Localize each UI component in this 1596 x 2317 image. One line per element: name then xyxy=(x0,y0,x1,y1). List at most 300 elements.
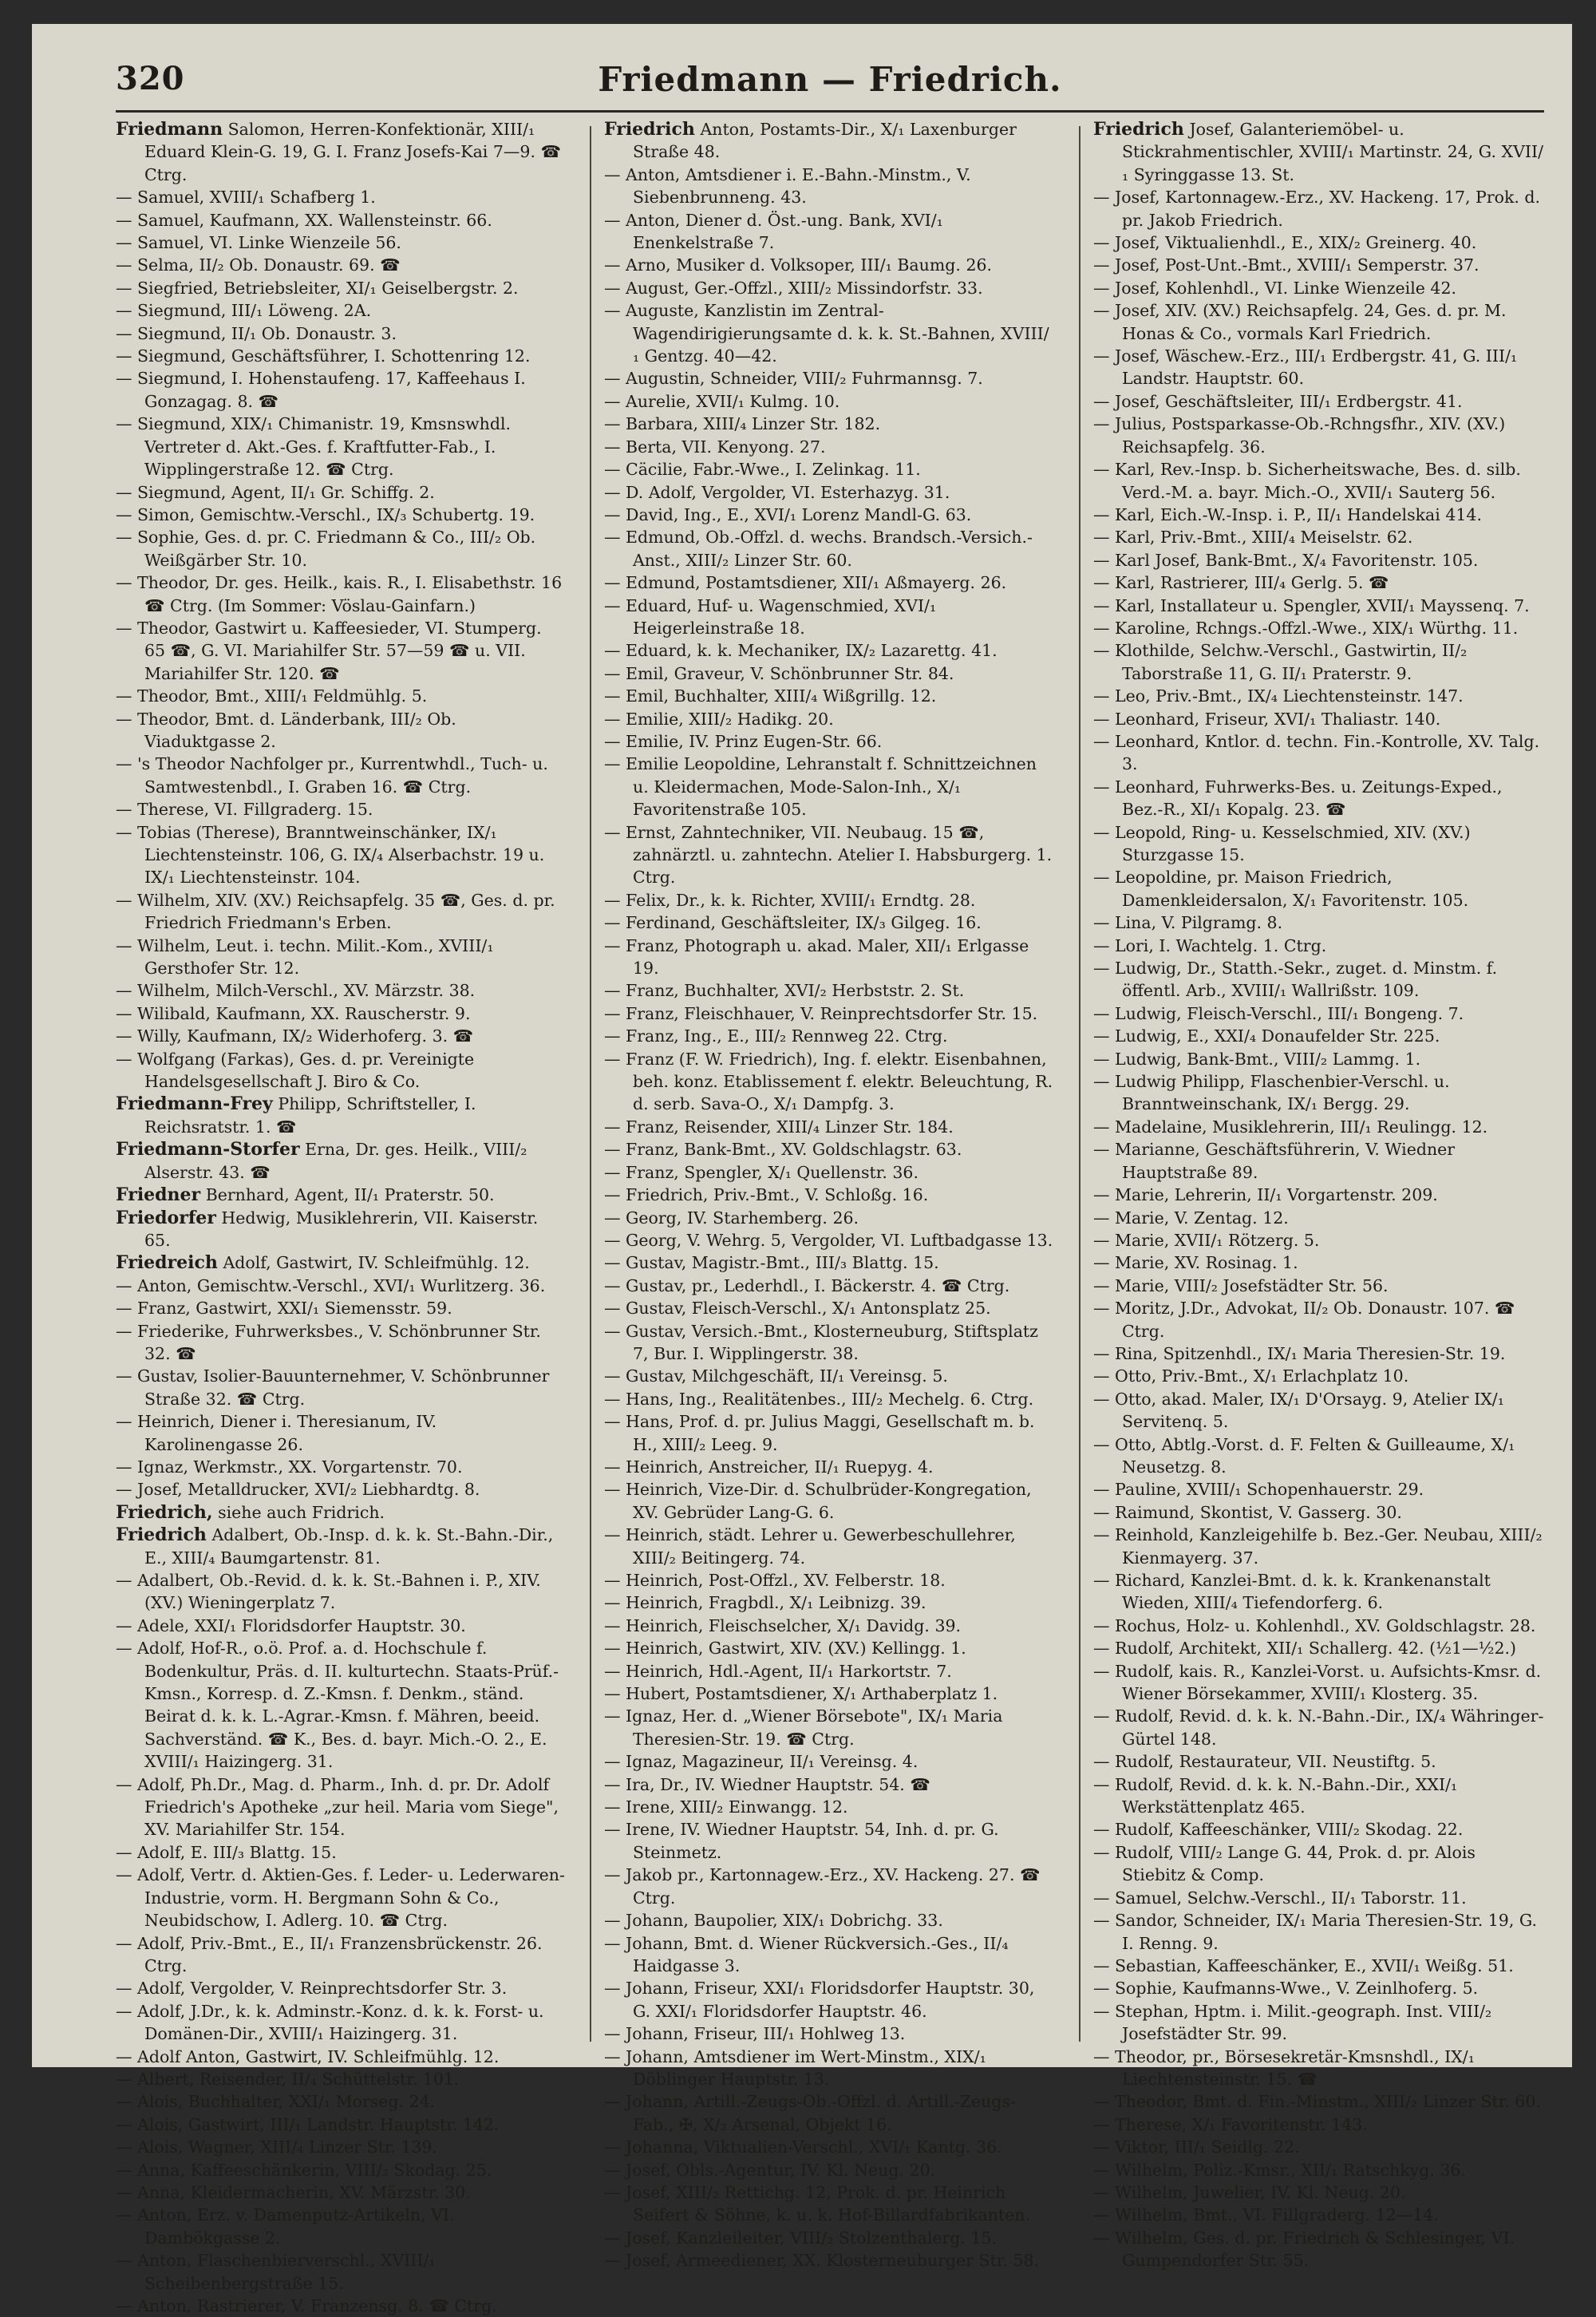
entry-text: — Sebastian, Kaffeeschänker, E., XVII/₁ Weißg. 51. xyxy=(1093,1955,1514,1975)
entry-text: — Rudolf, Revid. d. k. k. N.-Bahn.-Dir., XXI/₁ Werkstättenplatz 465. xyxy=(1093,1774,1458,1817)
directory-entry xyxy=(116,1297,567,1319)
directory-entry xyxy=(604,1410,1055,1456)
entry-text: — Josef, Post-Unt.-Bmt., XVIII/₁ Semperstr. 37. xyxy=(1093,255,1479,275)
entry-text: — Georg, V. Wehrg. 5, Vergolder, VI. Luftbadgasse 13. xyxy=(604,1230,1053,1250)
directory-entry xyxy=(1093,1818,1544,1841)
entry-text: — Adolf, Vergolder, V. Reinprechtsdorfer Str. 3. xyxy=(116,1979,508,1999)
directory-entry xyxy=(604,1138,1055,1160)
entry-text: — Heinrich, Gastwirt, XIV. (XV.) Kellingg. 1. xyxy=(604,1639,966,1659)
directory-entry xyxy=(604,209,1055,255)
entry-text: — Heinrich, Fragbdl., X/₁ Leibnizg. 39. xyxy=(604,1593,926,1613)
entry-text: — Alois, Gastwirt, III/₁ Landstr. Hauptstr. 142. xyxy=(116,2114,500,2134)
entry-text: — Adolf, J.Dr., k. k. Adminstr.-Konz. d. k. k. Forst- u. Domänen-Dir., XVIII/₁ Haizingerg. 31. xyxy=(116,2001,544,2044)
directory-entry xyxy=(604,2227,1055,2249)
entry-text: Adolf, Gastwirt, IV. Schleifmühlg. 12. xyxy=(223,1253,530,1273)
directory-entry xyxy=(1093,1138,1544,1184)
directory-entry xyxy=(604,2159,1055,2181)
entry-text: — Adolf Anton, Gastwirt, IV. Schleifmühlg. 12. xyxy=(116,2046,500,2066)
directory-entry xyxy=(116,277,567,299)
directory-entry xyxy=(116,1524,567,1569)
directory-entry xyxy=(604,1478,1055,1524)
directory-entry xyxy=(1093,1478,1544,1501)
entry-text: — Wolfgang (Farkas), Ges. d. pr. Vereinigte Handelsgesellschaft J. Biro & Co. xyxy=(116,1049,475,1092)
directory-entry xyxy=(116,1773,567,1841)
entry-text: — Rudolf, VIII/₂ Lange G. 44, Prok. d. pr. Alois Stiebitz & Comp. xyxy=(1093,1842,1476,1885)
entry-text: — Ludwig, E., XXI/₄ Donaufelder Str. 225. xyxy=(1093,1026,1440,1046)
entry-text: — Johann, Friseur, XXI/₁ Floridsdorfer Hauptstr. 30, G. XXI/₁ Floridsdorfer Hauptstr. 46. xyxy=(604,1979,1035,2021)
entry-text: — Siegmund, Agent, II/₁ Gr. Schiffg. 2. xyxy=(116,482,435,502)
entry-text: — Johann, Bmt. d. Wiener Rückversich.-Ges., II/₄ Haidgasse 3. xyxy=(604,1933,1009,1975)
entry-text: — Jakob pr., Kartonnagew.-Erz., XV. Hackeng. 27. ☎ Ctrg. xyxy=(604,1865,1041,1908)
entry-text: — Leonhard, Kntlor. d. techn. Fin.-Kontrolle, XV. Talg. 3. xyxy=(1093,731,1540,774)
entry-text: — Moritz, J.Dr., Advokat, II/₂ Ob. Donaustr. 107. ☎ Ctrg. xyxy=(1093,1299,1515,1341)
entry-text: — Theodor, pr., Börsesekretär-Kmsnshdl., IX/₁ Liechtensteinstr. 15. ☎ xyxy=(1093,2046,1475,2089)
directory-entry xyxy=(604,1048,1055,1116)
directory-entry xyxy=(116,2046,567,2068)
entry-text: — Josef, Armeediener, XX. Klosterneuburger Str. 58. xyxy=(604,2251,1039,2271)
entry-text: — Franz, Ing., E., III/₂ Rennweg 22. Ctrg. xyxy=(604,1026,948,1046)
entry-text: — Siegmund, XIX/₁ Chimanistr. 19, Kmsnswhdl. Vertreter d. Akt.-Ges. f. Kraftfutter-Fab., I. Wipplingerstraße 12. ☎ Ctrg. xyxy=(116,414,512,480)
entry-text: — Josef, XIII/₂ Rettichg. 12, Prok. d. pr. Heinrich Seifert & Söhne, k. u. k. Hof-Billardfabrikanten. xyxy=(604,2182,1030,2225)
entry-text: — Otto, Abtlg.-Vorst. d. F. Felten & Guilleaume, X/₁ Neusetzg. 8. xyxy=(1093,1434,1515,1477)
entry-text: Adalbert, Ob.-Insp. d. k. k. St.-Bahn.-Dir., E., XIII/₄ Baumgartenstr. 81. xyxy=(144,1525,554,1568)
directory-entry xyxy=(604,662,1055,685)
entry-text: — Samuel, Selchw.-Verschl., II/₁ Taborstr. 11. xyxy=(1093,1888,1467,1908)
directory-entry xyxy=(1093,2159,1544,2181)
entry-text: — Heinrich, Post-Offzl., XV. Felberstr. 18. xyxy=(604,1571,946,1590)
directory-entry xyxy=(116,617,567,685)
entry-text: — Tobias (Therese), Branntweinschänker, IX/₁ Liechtensteinstr. 106, G. IX/₄ Alserbachstr. 19 u. IX/₁ Liechtensteinstr. 104. xyxy=(116,822,545,888)
directory-entry xyxy=(1093,231,1544,254)
directory-entry xyxy=(116,1841,567,1864)
entry-text: — Johann, Baupolier, XIX/₁ Dobrichg. 33. xyxy=(604,1911,943,1931)
entry-text: — Rudolf, kais. R., Kanzlei-Vorst. u. Aufsichts-Kmsr. d. Wiener Börsekammer, XVIII/₁ Klosterg. 35. xyxy=(1093,1661,1542,1704)
entry-text: — Lina, V. Pilgramg. 8. xyxy=(1093,913,1283,933)
entry-surname: Friedrich xyxy=(604,119,695,140)
entry-text: — Karl, Eich.-W.-Insp. i. P., II/₁ Handelskai 414. xyxy=(1093,504,1482,524)
entry-text: — Josef, Obls.-Agentur, IV. Kl. Neug. 20. xyxy=(604,2160,936,2180)
entry-text: — Felix, Dr., k. k. Richter, XVIII/₁ Erndtg. 28. xyxy=(604,890,976,910)
directory-entry xyxy=(604,2022,1055,2045)
entry-text: — Heinrich, Hdl.-Agent, II/₁ Harkortstr. 7. xyxy=(604,1661,952,1681)
directory-entry xyxy=(604,1161,1055,1184)
entry-surname: Friedmann-Frey xyxy=(116,1093,273,1115)
directory-page xyxy=(32,24,1572,2315)
directory-entry xyxy=(604,821,1055,889)
entry-text: — Ludwig, Bank-Bmt., VIII/₂ Lammg. 1. xyxy=(1093,1049,1421,1069)
entry-text: — Emilie Leopoldine, Lehranstalt f. Schnittzeichnen u. Kleidermachen, Mode-Salon-Inh., X/₁ Favoritenstraße 105. xyxy=(604,754,1037,820)
entry-text: — Theodor, Dr. ges. Heilk., kais. R., I. Elisabethstr. 16 ☎ Ctrg. (Im Sommer: Vöslau-Gainfarn.) xyxy=(116,573,563,615)
entry-text: — Hans, Prof. d. pr. Julius Maggi, Gesellschaft m. b. H., XIII/₂ Leeg. 9. xyxy=(604,1412,1035,1454)
directory-entry xyxy=(604,1932,1055,1978)
directory-entry xyxy=(116,481,567,504)
directory-entry xyxy=(604,1251,1055,1274)
entry-surname: Friedreich xyxy=(116,1252,218,1274)
directory-entry xyxy=(1093,504,1544,526)
entry-text: — Karl, Priv.-Bmt., XIII/₄ Meiselstr. 62. xyxy=(1093,528,1413,548)
directory-entry xyxy=(1093,1025,1544,1047)
directory-entry xyxy=(1093,1070,1544,1116)
entry-text: Philipp, Schriftsteller, I. Reichsratstr. 1. ☎ xyxy=(144,1094,476,1137)
directory-entry xyxy=(1093,458,1544,504)
header-rule xyxy=(116,110,1544,113)
entry-text: — Karl, Rev.-Insp. b. Sicherheitswache, Bes. d. silb. Verd.-M. a. bayr. Mich.-O., XVII/₁ Sauterg 56. xyxy=(1093,460,1521,502)
entry-text: — Rudolf, Revid. d. k. k. N.-Bahn.-Dir., IX/₄ Währinger-Gürtel 148. xyxy=(1093,1706,1544,1749)
directory-entry xyxy=(604,979,1055,1002)
directory-entry xyxy=(1093,186,1544,231)
entry-text: — Samuel, Kaufmann, XX. Wallensteinstr. 66. xyxy=(116,210,492,230)
directory-entry xyxy=(604,413,1055,435)
entry-text: — Adolf, Ph.Dr., Mag. d. Pharm., Inh. d. pr. Dr. Adolf Friedrich's Apotheke „zur heil. Maria vom Siege", XV. Mariahilfer Str. 154. xyxy=(116,1774,559,1840)
directory-entry xyxy=(1093,957,1544,1002)
entry-text: — Rochus, Holz- u. Kohlenhdl., XV. Goldschlagstr. 28. xyxy=(1093,1615,1536,1635)
directory-entry xyxy=(1093,1501,1544,1524)
directory-entry xyxy=(116,1365,567,1410)
directory-entry xyxy=(116,1478,567,1501)
directory-entry xyxy=(1093,1841,1544,1887)
directory-entry xyxy=(604,1705,1055,1750)
directory-entry xyxy=(116,1025,567,1047)
entry-text: Anton, Postamts-Dir., X/₁ Laxenburger Straße 48. xyxy=(633,120,1017,162)
entry-text: — Wilhelm, Juwelier, IV. Kl. Neug. 20. xyxy=(1093,2182,1406,2202)
directory-entry xyxy=(604,1229,1055,1251)
directory-entry xyxy=(1093,2000,1544,2046)
entry-text: — Siegmund, III/₁ Löweng. 2A. xyxy=(116,301,372,321)
entry-text: — Anna, Kleidermacherin, XV. Märzstr. 30. xyxy=(116,2182,471,2202)
entry-text: — August, Ger.-Offzl., XIII/₂ Missindorfstr. 33. xyxy=(604,278,983,298)
entry-text: — Julius, Postsparkasse-Ob.-Rchngsfhr., XIV. (XV.) Reichsapfelg. 36. xyxy=(1093,414,1506,457)
directory-entry xyxy=(604,1025,1055,1047)
entry-text: — Heinrich, städt. Lehrer u. Gewerbeschullehrer, XIII/₂ Beitingerg. 74. xyxy=(604,1525,1016,1568)
directory-entry xyxy=(604,1569,1055,1591)
directory-entry xyxy=(1093,1615,1544,1637)
entry-surname: Friedorfer xyxy=(116,1207,216,1228)
entry-text: — Ignaz, Magazineur, II/₁ Vereinsg. 4. xyxy=(604,1752,918,1772)
directory-entry xyxy=(116,413,567,480)
entry-text: — Siegmund, I. Hohenstaufeng. 17, Kaffeehaus I. Gonzagag. 8. ☎ xyxy=(116,369,526,411)
entry-text: Bernhard, Agent, II/₁ Praterstr. 50. xyxy=(205,1185,495,1205)
directory-entry xyxy=(116,2000,567,2046)
entry-text: Hedwig, Musiklehrerin, VII. Kaiserstr. 65. xyxy=(144,1208,539,1250)
entry-text: — Willy, Kaufmann, IX/₂ Widerhoferg. 3. ☎ xyxy=(116,1026,474,1046)
entry-text: — Gustav, Magistr.-Bmt., III/₃ Blattg. 15. xyxy=(604,1253,939,1273)
directory-entry xyxy=(116,504,567,526)
entry-text: — Rudolf, Architekt, XII/₁ Schallerg. 42. (½1—½2.) xyxy=(1093,1639,1517,1659)
entry-text: — Siegfried, Betriebsleiter, XI/₁ Geiselbergstr. 2. xyxy=(116,278,519,298)
entry-text: — Aurelie, XVII/₁ Kulmg. 10. xyxy=(604,391,840,411)
entry-text: — Augustin, Schneider, VIII/₂ Fuhrmannsg. 7. xyxy=(604,369,983,389)
directory-entry xyxy=(604,639,1055,662)
directory-entry xyxy=(1093,776,1544,821)
directory-entry xyxy=(116,1977,567,1999)
column-2 xyxy=(604,118,1055,2271)
entry-text: — Anton, Gemischtw.-Verschl., XVI/₁ Wurlitzerg. 36. xyxy=(116,1275,546,1295)
entry-text: Erna, Dr. ges. Heilk., VIII/₂ Alserstr. 43. ☎ xyxy=(144,1140,527,1182)
directory-entry xyxy=(1093,2046,1544,2091)
directory-entry xyxy=(1093,571,1544,594)
directory-entry xyxy=(604,685,1055,707)
entry-text: — 's Theodor Nachfolger pr., Kurrentwhdl., Tuch- u. Samtwestenbdl., I. Graben 16. ☎ Ctrg. xyxy=(116,754,548,797)
entry-text: — Franz, Spengler, X/₁ Quellenstr. 36. xyxy=(604,1162,918,1182)
entry-text: — Berta, VII. Kenyong. 27. xyxy=(604,437,826,457)
directory-entry xyxy=(1093,935,1544,957)
directory-entry xyxy=(604,299,1055,367)
entry-text: — Karl Josef, Bank-Bmt., X/₄ Favoritenstr. 105. xyxy=(1093,550,1479,570)
directory-entry xyxy=(116,2295,567,2317)
entry-text: — Heinrich, Anstreicher, II/₁ Ruepyg. 4. xyxy=(604,1457,934,1477)
entry-text: — Josef, Wäschew.-Erz., III/₁ Erdbergstr. 41, G. III/₁ Landstr. Hauptstr. 60. xyxy=(1093,346,1518,389)
directory-entry xyxy=(604,436,1055,458)
directory-entry xyxy=(604,911,1055,934)
entry-text: — Heinrich, Vize-Dir. d. Schulbrüder-Kongregation, XV. Gebrüder Lang-G. 6. xyxy=(604,1480,1032,1522)
directory-entry xyxy=(604,1750,1055,1773)
directory-entry xyxy=(1093,1569,1544,1615)
directory-entry xyxy=(604,526,1055,571)
entry-text: — Ira, Dr., IV. Wiedner Hauptstr. 54. ☎ xyxy=(604,1774,930,1794)
entry-text: — Hubert, Postamtsdiener, X/₁ Arthaberplatz 1. xyxy=(604,1684,998,1704)
directory-entry xyxy=(1093,1773,1544,1819)
entry-text: — Franz, Buchhalter, XVI/₂ Herbststr. 2. St. xyxy=(604,981,965,1001)
entry-text: — Adolf, Hof-R., o.ö. Prof. a. d. Hochschule f. Bodenkultur, Präs. d. II. kulturtechn. Staats-Prüf.-Kmsn., Korresp. d. Z.-Kmsn. f. Denkm., ständ. Beirat d. k. k. L.-Agrar.-Kmsn. f. Mähren, beeid. Sachverständ. ☎ K., Bes. d. bayr. Mich.-O. 2., E. XVIII/₁ Haizingerg. 31. xyxy=(116,1639,559,1772)
entry-text: — Eduard, k. k. Mechaniker, IX/₂ Lazarettg. 41. xyxy=(604,641,998,661)
entry-text: — Siegmund, II/₁ Ob. Donaustr. 3. xyxy=(116,323,397,343)
entry-text: Josef, Galanteriemöbel- u. Stickrahmentischler, XVIII/₁ Martinstr. 24, G. XVII/₁ Syringgasse 13. St. xyxy=(1122,120,1543,184)
entry-surname: Friedrich xyxy=(116,1524,207,1546)
entry-text: — Josef, Kanzleileiter, VIII/₂ Stolzenthalerg. 15. xyxy=(604,2228,998,2248)
entry-text: — Ernst, Zahntechniker, VII. Neubaug. 15 ☎, zahnärztl. u. zahntechn. Atelier I. Habsburgerg. 1. Ctrg. xyxy=(604,822,1053,888)
entry-text: — Stephan, Hptm. i. Milit.-geograph. Inst. VIII/₂ Josefstädter Str. 99. xyxy=(1093,2001,1492,2044)
entry-text: — Franz, Bank-Bmt., XV. Goldschlagstr. 63. xyxy=(604,1140,962,1160)
entry-text: — Josef, Geschäftsleiter, III/₁ Erdbergstr. 41. xyxy=(1093,391,1463,411)
directory-entry xyxy=(604,481,1055,504)
directory-entry xyxy=(604,277,1055,299)
entry-text: — Leo, Priv.-Bmt., IX/₄ Liechtensteinstr. 147. xyxy=(1093,686,1464,706)
entry-text: — Wilhelm, Poliz.-Kmsr., XII/₁ Ratschkyg. 36. xyxy=(1093,2160,1466,2180)
directory-entry xyxy=(604,708,1055,730)
directory-entry xyxy=(1093,390,1544,413)
entry-text: — Ludwig Philipp, Flaschenbier-Verschl. u. Branntweinschank, IX/₁ Bergg. 29. xyxy=(1093,1072,1450,1114)
directory-entry xyxy=(1093,254,1544,276)
entry-text: — Irene, XIII/₂ Einwangg. 12. xyxy=(604,1797,848,1817)
directory-entry xyxy=(116,685,567,707)
directory-entry xyxy=(116,889,567,935)
directory-entry xyxy=(604,254,1055,276)
entry-text: — Emil, Graveur, V. Schönbrunner Str. 84. xyxy=(604,663,954,683)
directory-entry xyxy=(1093,2204,1544,2226)
directory-entry xyxy=(1093,299,1544,345)
directory-entry xyxy=(604,1682,1055,1705)
entry-text: — Anton, Rastrierer, V. Franzensg. 8. ☎ Ctrg. xyxy=(116,2296,497,2315)
entry-text: — Ferdinand, Geschäftsleiter, IX/₃ Gilgeg. 16. xyxy=(604,913,982,933)
directory-entry xyxy=(1093,2113,1544,2136)
directory-entry xyxy=(604,1116,1055,1138)
directory-entry xyxy=(1093,730,1544,776)
entry-text: — Gustav, Isolier-Bauunternehmer, V. Schönbrunner Straße 32. ☎ Ctrg. xyxy=(116,1366,550,1409)
entry-text: — Emilie, IV. Prinz Eugen-Str. 66. xyxy=(604,731,883,751)
entry-text: — Rudolf, Kaffeeschänker, VIII/₂ Skodag. 22. xyxy=(1093,1820,1464,1840)
directory-entry xyxy=(1093,708,1544,730)
entry-text: — Auguste, Kanzlistin im Zentral-Wagendirigierungsamte d. k. k. St.-Bahnen, XVIII/₁ Gentzg. 40—42. xyxy=(604,301,1049,366)
directory-entry xyxy=(116,1501,567,1524)
directory-entry xyxy=(116,209,567,231)
entry-text: — Anton, Amtsdiener i. E.-Bahn.-Minstm., V. Siebenbrunneng. 43. xyxy=(604,164,971,208)
entry-surname: Friedmann xyxy=(116,119,223,140)
page-number: 320 xyxy=(116,60,185,97)
directory-entry xyxy=(116,1569,567,1615)
directory-entry xyxy=(604,1909,1055,1931)
entry-text: — Selma, II/₂ Ob. Donaustr. 69. ☎ xyxy=(116,255,401,275)
entry-text: — Theodor, Bmt. d. Länderbank, III/₂ Ob. Viaduktgasse 2. xyxy=(116,709,456,751)
entry-text: — Therese, VI. Fillgraderg. 15. xyxy=(116,800,373,820)
entry-text: — Raimund, Skontist, V. Gasserg. 30. xyxy=(1093,1502,1402,1522)
entry-text: — Leopold, Ring- u. Kesselschmied, XIV. (XV.) Sturzgasse 15. xyxy=(1093,822,1471,864)
entry-text: — Edmund, Ob.-Offzl. d. wechs. Brandsch.-Versich.-Anst., XIII/₂ Linzer Str. 60. xyxy=(604,528,1033,570)
entry-text: — Otto, Priv.-Bmt., X/₁ Erlachplatz 10. xyxy=(1093,1366,1409,1386)
directory-entry xyxy=(604,367,1055,389)
directory-entry xyxy=(604,2090,1055,2136)
directory-entry xyxy=(116,2113,567,2136)
directory-entry xyxy=(1093,866,1544,911)
entry-text: — Adolf, E. III/₃ Blattg. 15. xyxy=(116,1842,337,1862)
entry-text: — Lori, I. Wachtelg. 1. Ctrg. xyxy=(1093,935,1327,955)
directory-entry xyxy=(604,2249,1055,2272)
directory-entry xyxy=(1093,595,1544,617)
directory-entry xyxy=(1093,1637,1544,1659)
entry-text: — Adele, XXI/₁ Floridsdorfer Hauptstr. 30. xyxy=(116,1615,466,1635)
directory-entry xyxy=(1093,1297,1544,1342)
entry-text: — Leopoldine, pr. Maison Friedrich, Damenkleidersalon, X/₁ Favoritenstr. 105. xyxy=(1093,868,1469,910)
entry-text: Salomon, Herren-Konfektionär, XIII/₁ Eduard Klein-G. 19, G. I. Franz Josefs-Kai 7—9. ☎ Ctrg. xyxy=(144,120,562,184)
entry-text: — Wilhelm, XIV. (XV.) Reichsapfelg. 35 ☎, Ges. d. pr. Friedrich Friedmann's Erben. xyxy=(116,890,555,933)
directory-entry xyxy=(116,708,567,753)
directory-entry xyxy=(1093,2227,1544,2272)
entry-text: — Franz, Photograph u. akad. Maler, XII/₁ Erlgasse 19. xyxy=(604,935,1029,979)
entry-text: — Viktor, III/₁ Seidlg. 22. xyxy=(1093,2137,1300,2157)
directory-entry xyxy=(604,1388,1055,1410)
entry-text: — Wilibald, Kaufmann, XX. Rauscherstr. 9. xyxy=(116,1003,471,1023)
directory-entry xyxy=(604,571,1055,594)
entry-text: — Theodor, Bmt., XIII/₁ Feldmühlg. 5. xyxy=(116,686,428,706)
entry-text: — Franz, Fleischhauer, V. Reinprechtsdorfer Str. 15. xyxy=(604,1003,1038,1023)
entry-text: — Madelaine, Musiklehrerin, III/₁ Reulingg. 12. xyxy=(1093,1117,1488,1137)
entry-text: — Josef, Metalldrucker, XVI/₂ Liebhardtg. 8. xyxy=(116,1480,480,1500)
directory-entry xyxy=(116,345,567,367)
directory-entry xyxy=(116,2159,567,2181)
directory-entry xyxy=(116,2204,567,2249)
column-1 xyxy=(116,118,567,2315)
directory-entry xyxy=(604,2136,1055,2158)
directory-entry xyxy=(604,164,1055,209)
entry-text: — Wilhelm, Leut. i. techn. Milit.-Kom., XVIII/₁ Gersthofer Str. 12. xyxy=(116,935,494,979)
entry-surname: Friedrich, xyxy=(116,1501,213,1523)
directory-entry xyxy=(116,299,567,322)
directory-entry xyxy=(604,730,1055,753)
directory-entry xyxy=(1093,1750,1544,1773)
directory-entry xyxy=(116,1615,567,1637)
directory-entry xyxy=(604,1660,1055,1682)
entry-text: — Marie, V. Zentag. 12. xyxy=(1093,1208,1289,1228)
entry-text: — Georg, IV. Starhemberg. 26. xyxy=(604,1208,859,1228)
entry-text: — Klothilde, Selchw.-Verschl., Gastwirtin, II/₂ Taborstraße 11, G. II/₁ Praterstr. 9. xyxy=(1093,641,1468,683)
directory-entry xyxy=(1093,1388,1544,1433)
directory-entry xyxy=(604,458,1055,480)
entry-text: — Marie, XVII/₁ Rötzerg. 5. xyxy=(1093,1230,1320,1250)
directory-entry xyxy=(1093,1207,1544,1229)
directory-entry xyxy=(1093,685,1544,707)
entry-text: — Wilhelm, Ges. d. pr. Friedrich & Schlesinger, VI. Gumpendorfer Str. 55. xyxy=(1093,2228,1515,2271)
entry-text: — Anton, Diener d. Öst.-ung. Bank, XVI/₁ Enenkelstraße 7. xyxy=(604,210,943,253)
entry-text: — Simon, Gemischtw.-Verschl., IX/₃ Schubertg. 19. xyxy=(116,504,535,524)
entry-text: — Wilhelm, Bmt., VI. Fillgraderg. 12—14. xyxy=(1093,2205,1439,2225)
directory-entry xyxy=(1093,1524,1544,1569)
entry-text: — Emil, Buchhalter, XIII/₄ Wißgrillg. 12. xyxy=(604,686,937,706)
directory-entry xyxy=(604,1297,1055,1319)
entry-text: — Irene, IV. Wiedner Hauptstr. 54, Inh. d. pr. G. Steinmetz. xyxy=(604,1820,999,1862)
directory-entry xyxy=(1093,1342,1544,1365)
entry-text: — Eduard, Huf- u. Wagenschmied, XVI/₁ Heigerleinstraße 18. xyxy=(604,595,937,638)
entry-text: — Alois, Buchhalter, XXI/₁ Morseg. 24. xyxy=(116,2092,436,2112)
entry-text: — Gustav, pr., Lederhdl., I. Bäckerstr. 4. ☎ Ctrg. xyxy=(604,1275,1010,1295)
entry-text: — Sandor, Schneider, IX/₁ Maria Theresien-Str. 19, G. I. Renng. 9. xyxy=(1093,1911,1538,1953)
entry-text: — Richard, Kanzlei-Bmt. d. k. k. Krankenanstalt Wieden, XIII/₄ Tiefendorferg. 6. xyxy=(1093,1571,1491,1613)
directory-entry xyxy=(116,2181,567,2204)
directory-entry xyxy=(1093,1116,1544,1138)
directory-entry xyxy=(116,322,567,345)
entry-text: — Hans, Ing., Realitätenbes., III/₂ Mechelg. 6. Ctrg. xyxy=(604,1389,1034,1409)
directory-entry xyxy=(116,2068,567,2090)
directory-entry xyxy=(116,2136,567,2158)
directory-entry xyxy=(116,1002,567,1025)
entry-surname: Friedner xyxy=(116,1184,201,1206)
running-head: Friedmann — Friedrich. xyxy=(598,60,1062,99)
directory-entry xyxy=(604,1615,1055,1637)
entry-text: — Marie, VIII/₂ Josefstädter Str. 56. xyxy=(1093,1275,1389,1295)
directory-entry xyxy=(116,1410,567,1456)
entry-text: — Josef, Viktualienhdl., E., XIX/₂ Greinerg. 40. xyxy=(1093,233,1477,253)
directory-entry xyxy=(1093,1977,1544,1999)
entry-text: — Wilhelm, Milch-Verschl., XV. Märzstr. 38. xyxy=(116,981,476,1001)
directory-entry xyxy=(116,798,567,820)
directory-entry xyxy=(1093,1887,1544,1909)
directory-entry xyxy=(116,118,567,186)
directory-entry xyxy=(116,571,567,617)
entry-text: — Franz, Gastwirt, XXI/₁ Siemensstr. 59. xyxy=(116,1299,452,1319)
directory-entry xyxy=(604,1320,1055,1366)
entry-text: — Johann, Friseur, III/₁ Hohlweg 13. xyxy=(604,2024,906,2044)
directory-entry xyxy=(1093,639,1544,685)
entry-text: — Barbara, XIII/₄ Linzer Str. 182. xyxy=(604,414,881,434)
directory-entry xyxy=(604,1002,1055,1025)
entry-text: — Cäcilie, Fabr.-Wwe., I. Zelinkag. 11. xyxy=(604,460,921,480)
entry-text: — Siegmund, Geschäftsführer, I. Schottenring 12. xyxy=(116,346,531,366)
directory-entry xyxy=(116,526,567,571)
entry-text: — Emilie, XIII/₂ Hadikg. 20. xyxy=(604,709,834,729)
directory-entry xyxy=(116,1048,567,1093)
directory-entry xyxy=(116,1138,567,1184)
directory-entry xyxy=(604,2181,1055,2227)
directory-entry xyxy=(1093,2136,1544,2158)
directory-entry xyxy=(1093,1184,1544,1206)
entry-text: — Ludwig, Dr., Statth.-Sekr., zuget. d. Minstm. f. öffentl. Arb., XVIII/₁ Wallrißstr. 109. xyxy=(1093,959,1498,1001)
entry-text: — Alois, Wagner, XIII/₄ Linzer Str. 139. xyxy=(116,2137,438,2157)
column-divider xyxy=(590,126,591,2042)
directory-entry xyxy=(116,753,567,798)
entry-text: — Heinrich, Diener i. Theresianum, IV. Karolinengasse 26. xyxy=(116,1412,437,1454)
directory-entry xyxy=(1093,1048,1544,1070)
entry-text: — Arno, Musiker d. Volksoper, III/₁ Baumg. 26. xyxy=(604,255,993,275)
entry-text: — Leonhard, Friseur, XVI/₁ Thaliastr. 140. xyxy=(1093,709,1441,729)
directory-entry xyxy=(1093,821,1544,867)
